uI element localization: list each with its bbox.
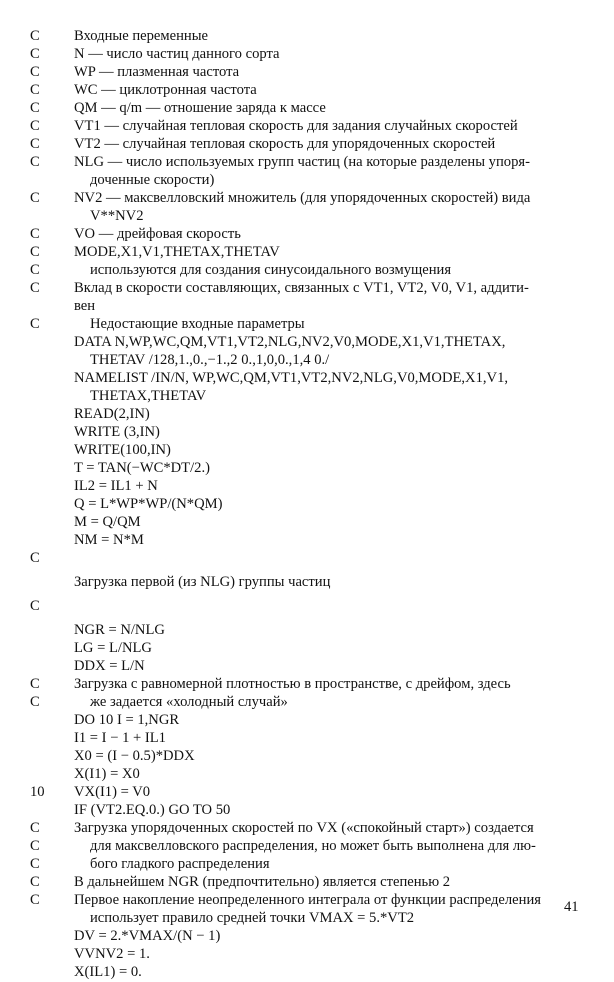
line-text: DO 10 I = 1,NGR xyxy=(74,712,180,728)
listing-line xyxy=(0,44,614,64)
listing-line xyxy=(0,26,614,46)
line-text: VVNV2 = 1. xyxy=(74,946,150,962)
listing-line xyxy=(0,656,614,676)
listing-line xyxy=(0,170,614,190)
line-marker: C xyxy=(30,154,40,170)
listing-line xyxy=(0,692,614,712)
listing-line xyxy=(0,224,614,244)
line-text: используются для создания синусоидального возмущения xyxy=(90,262,452,278)
listing-line xyxy=(0,530,614,550)
line-text: DDX = L/N xyxy=(74,658,145,674)
line-text: THETAX,THETAV xyxy=(90,388,207,404)
line-marker: C xyxy=(30,316,40,332)
listing-line xyxy=(0,854,614,874)
line-text: X(IL1) = 0. xyxy=(74,964,142,980)
listing-line xyxy=(0,116,614,136)
listing-line xyxy=(0,782,614,802)
line-text: VX(I1) = V0 xyxy=(74,784,151,800)
line-text: бого гладкого распределения xyxy=(90,856,270,872)
line-marker: C xyxy=(30,550,40,566)
listing-line xyxy=(0,494,614,514)
line-text: T = TAN(−WC*DT/2.) xyxy=(74,460,210,476)
listing-line xyxy=(0,80,614,100)
line-text: WC — циклотронная частота xyxy=(74,82,257,98)
line-text: вен xyxy=(74,298,96,314)
line-text: VT2 — случайная тепловая скорость для упорядоченных скоростей xyxy=(74,136,496,152)
line-text: M = Q/QM xyxy=(74,514,141,530)
line-text: THETAV /128,1.,0.,−1.,2 0.,1,0,0.,1,4 0./ xyxy=(90,352,330,368)
listing-line xyxy=(0,620,614,640)
line-text: NLG — число используемых групп частиц (на которые разделены упоря- xyxy=(74,154,530,170)
listing-line xyxy=(0,332,614,352)
listing-line xyxy=(0,62,614,82)
line-text: Первое накопление неопределенного интеграла от функции распределения xyxy=(74,892,541,908)
listing-line xyxy=(0,908,614,928)
line-text: NAMELIST /IN/N, WP,WC,QM,VT1,VT2,NV2,NLG,V0,MODE,X1,V1, xyxy=(74,370,509,386)
line-marker: C xyxy=(30,856,40,872)
listing-line xyxy=(0,152,614,172)
line-marker: C xyxy=(30,46,40,62)
line-text: Загрузка первой (из NLG) группы частиц xyxy=(74,574,331,590)
line-text: LG = L/NLG xyxy=(74,640,152,656)
line-text: V**NV2 xyxy=(90,208,144,224)
line-text: DV = 2.*VMAX/(N − 1) xyxy=(74,928,221,944)
listing-line xyxy=(0,368,614,388)
line-text: NGR = N/NLG xyxy=(74,622,165,638)
line-text: WP — плазменная частота xyxy=(74,64,240,80)
listing-line xyxy=(0,278,614,298)
line-text: QM — q/m — отношение заряда к массе xyxy=(74,100,326,116)
listing-line xyxy=(0,962,614,982)
listing-line xyxy=(0,386,614,406)
listing-line xyxy=(0,98,614,118)
line-text: Вклад в скорости составляющих, связанных с VT1, VT2, V0, V1, аддити- xyxy=(74,280,529,296)
listing-line xyxy=(0,512,614,532)
listing-line xyxy=(0,404,614,424)
page-number: 41 xyxy=(564,899,579,915)
listing-line xyxy=(0,944,614,964)
line-marker: C xyxy=(30,280,40,296)
line-marker: C xyxy=(30,598,40,614)
line-marker: C xyxy=(30,676,40,692)
line-marker: C xyxy=(30,892,40,908)
line-text: IF (VT2.EQ.0.) GO TO 50 xyxy=(74,802,231,818)
line-marker: C xyxy=(30,190,40,206)
listing-line xyxy=(0,314,614,334)
listing-line xyxy=(0,638,614,658)
line-text: IL2 = IL1 + N xyxy=(74,478,158,494)
line-text: VT1 — случайная тепловая скорость для задания случайных скоростей xyxy=(74,118,518,134)
line-text: X(I1) = X0 xyxy=(74,766,140,782)
line-text: I1 = I − 1 + IL1 xyxy=(74,730,166,746)
line-text: N — число частиц данного сорта xyxy=(74,46,280,62)
line-text: использует правило средней точки VMAX = 5.*VT2 xyxy=(90,910,415,926)
line-marker: C xyxy=(30,28,40,44)
line-text: Недостающие входные параметры xyxy=(90,316,305,332)
listing-line xyxy=(0,188,614,208)
line-marker: C xyxy=(30,820,40,836)
line-marker: C xyxy=(30,82,40,98)
listing-line xyxy=(0,350,614,370)
line-marker: C xyxy=(30,244,40,260)
line-text: NM = N*M xyxy=(74,532,144,548)
line-marker: C xyxy=(30,262,40,278)
line-text: DATA N,WP,WC,QM,VT1,VT2,NLG,NV2,V0,MODE,X1,V1,THETAX, xyxy=(74,334,506,350)
listing-line xyxy=(0,242,614,262)
line-text: В дальнейшем NGR (предпочтительно) является степенью 2 xyxy=(74,874,451,890)
listing-line xyxy=(0,476,614,496)
line-text: VO — дрейфовая скорость xyxy=(74,226,241,242)
line-text: Входные переменные xyxy=(74,28,209,44)
listing-line xyxy=(0,206,614,226)
listing-line xyxy=(0,890,614,910)
listing-line xyxy=(0,872,614,892)
line-text: же задается «холодный случай» xyxy=(90,694,288,710)
listing-line xyxy=(0,296,614,316)
listing-line xyxy=(0,596,614,616)
listing-line xyxy=(0,764,614,784)
line-text: NV2 — максвелловский множитель (для упорядоченных скоростей) вида xyxy=(74,190,531,206)
listing-line xyxy=(0,422,614,442)
line-marker: C xyxy=(30,874,40,890)
listing-line xyxy=(0,572,614,592)
listing-line xyxy=(0,458,614,478)
listing-line xyxy=(0,818,614,838)
line-text: MODE,X1,V1,THETAX,THETAV xyxy=(74,244,280,260)
line-marker: C xyxy=(30,100,40,116)
line-text: WRITE(100,IN) xyxy=(74,442,171,458)
line-text: для максвелловского распределения, но может быть выполнена для лю- xyxy=(90,838,536,854)
listing-line xyxy=(0,548,614,568)
listing-line xyxy=(0,926,614,946)
line-marker: C xyxy=(30,226,40,242)
line-text: X0 = (I − 0.5)*DDX xyxy=(74,748,195,764)
line-text: READ(2,IN) xyxy=(74,406,150,422)
listing-line xyxy=(0,728,614,748)
listing-line xyxy=(0,746,614,766)
line-text: Загрузка упорядоченных скоростей по VX («спокойный старт») создается xyxy=(74,820,534,836)
listing-line xyxy=(0,800,614,820)
listing-line xyxy=(0,440,614,460)
listing-line xyxy=(0,710,614,730)
listing-line xyxy=(0,260,614,280)
listing-line xyxy=(0,134,614,154)
line-marker: 10 xyxy=(30,784,45,800)
line-text: доченные скорости) xyxy=(90,172,215,188)
line-marker: C xyxy=(30,838,40,854)
line-marker: C xyxy=(30,64,40,80)
line-text: WRITE (3,IN) xyxy=(74,424,160,440)
line-text: Загрузка с равномерной плотностью в пространстве, с дрейфом, здесь xyxy=(74,676,511,692)
line-marker: C xyxy=(30,136,40,152)
line-text: Q = L*WP*WP/(N*QM) xyxy=(74,496,223,512)
listing-line xyxy=(0,674,614,694)
listing-line xyxy=(0,836,614,856)
line-marker: C xyxy=(30,118,40,134)
line-marker: C xyxy=(30,694,40,710)
